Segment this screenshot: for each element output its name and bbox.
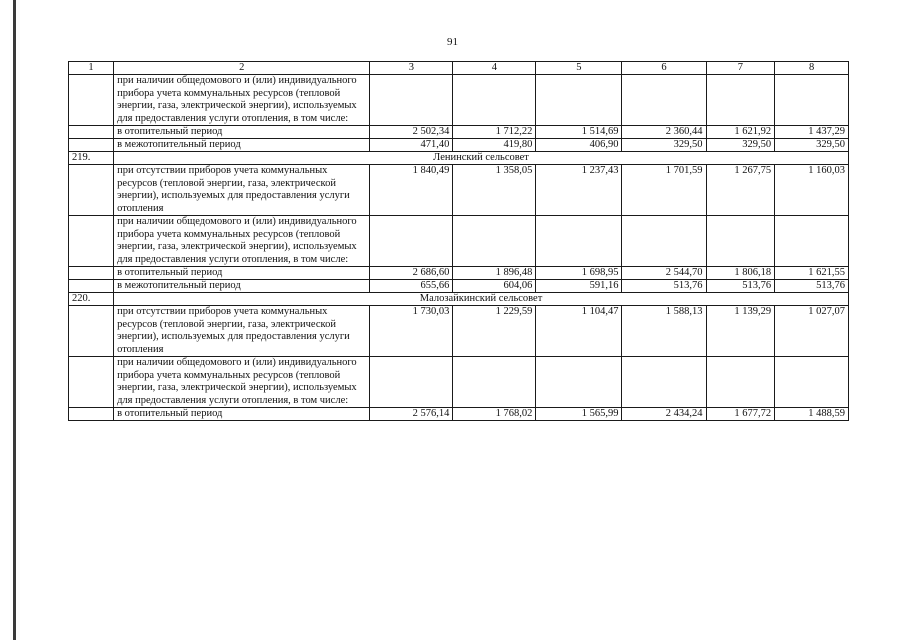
row-description: при наличии общедомового и (или) индивидуального прибора учета коммунальных ресурсов (тепловой энергии, газа, электрической энергии), используемых для предоставления услуги отопления, в том числе: bbox=[114, 216, 370, 267]
value-cell: 1 840,49 bbox=[370, 165, 453, 216]
value-cell bbox=[706, 75, 775, 126]
row-number bbox=[69, 357, 114, 408]
value-cell: 471,40 bbox=[370, 139, 453, 152]
tariff-table bbox=[68, 61, 849, 421]
settlement-name: Малозайкинский сельсовет bbox=[114, 293, 849, 306]
value-cell: 1 514,69 bbox=[536, 126, 622, 139]
value-cell: 1 104,47 bbox=[536, 306, 622, 357]
column-header: 2 bbox=[114, 62, 370, 75]
value-cell bbox=[536, 75, 622, 126]
value-cell: 1 701,59 bbox=[622, 165, 706, 216]
row-description: в межотопительный период bbox=[114, 280, 370, 293]
value-cell bbox=[706, 216, 775, 267]
value-cell: 2 502,34 bbox=[370, 126, 453, 139]
settlement-name: Ленинский сельсовет bbox=[114, 152, 849, 165]
row-number bbox=[69, 408, 114, 421]
value-cell bbox=[706, 357, 775, 408]
value-cell: 1 139,29 bbox=[706, 306, 775, 357]
value-cell bbox=[453, 357, 536, 408]
table-row bbox=[69, 139, 849, 152]
column-header-row bbox=[69, 62, 849, 75]
row-number bbox=[69, 306, 114, 357]
value-cell: 1 488,59 bbox=[775, 408, 849, 421]
value-cell: 329,50 bbox=[775, 139, 849, 152]
table-row bbox=[69, 267, 849, 280]
row-number bbox=[69, 267, 114, 280]
value-cell: 1 565,99 bbox=[536, 408, 622, 421]
column-header: 1 bbox=[69, 62, 114, 75]
value-cell: 1 712,22 bbox=[453, 126, 536, 139]
value-cell bbox=[453, 75, 536, 126]
value-cell bbox=[622, 357, 706, 408]
value-cell bbox=[622, 216, 706, 267]
settlement-row bbox=[69, 152, 849, 165]
value-cell: 513,76 bbox=[775, 280, 849, 293]
value-cell: 1 730,03 bbox=[370, 306, 453, 357]
value-cell bbox=[370, 357, 453, 408]
value-cell: 1 437,29 bbox=[775, 126, 849, 139]
value-cell: 1 698,95 bbox=[536, 267, 622, 280]
value-cell: 2 360,44 bbox=[622, 126, 706, 139]
row-description: в межотопительный период bbox=[114, 139, 370, 152]
row-description: в отопительный период bbox=[114, 126, 370, 139]
value-cell bbox=[536, 357, 622, 408]
value-cell: 419,80 bbox=[453, 139, 536, 152]
value-cell: 1 677,72 bbox=[706, 408, 775, 421]
column-header: 5 bbox=[536, 62, 622, 75]
value-cell: 1 768,02 bbox=[453, 408, 536, 421]
value-cell: 655,66 bbox=[370, 280, 453, 293]
column-header: 3 bbox=[370, 62, 453, 75]
value-cell bbox=[370, 75, 453, 126]
value-cell: 329,50 bbox=[706, 139, 775, 152]
column-header: 7 bbox=[706, 62, 775, 75]
value-cell: 604,06 bbox=[453, 280, 536, 293]
value-cell: 1 621,55 bbox=[775, 267, 849, 280]
settlement-row bbox=[69, 293, 849, 306]
value-cell: 591,16 bbox=[536, 280, 622, 293]
value-cell: 1 267,75 bbox=[706, 165, 775, 216]
row-description: при отсутствии приборов учета коммунальных ресурсов (тепловой энергии, газа, электрической энергии), используемых для предоставления услуги отопления bbox=[114, 165, 370, 216]
row-number: 220. bbox=[69, 293, 114, 306]
row-description: в отопительный период bbox=[114, 267, 370, 280]
table-body bbox=[69, 62, 849, 421]
row-number bbox=[69, 216, 114, 267]
value-cell: 1 588,13 bbox=[622, 306, 706, 357]
value-cell: 2 686,60 bbox=[370, 267, 453, 280]
row-description: при отсутствии приборов учета коммунальных ресурсов (тепловой энергии, газа, электрической энергии), используемых для предоставления услуги отопления bbox=[114, 306, 370, 357]
row-description: при наличии общедомового и (или) индивидуального прибора учета коммунальных ресурсов (тепловой энергии, газа, электрической энергии), используемых для предоставления услуги отопления, в том числе: bbox=[114, 357, 370, 408]
row-number bbox=[69, 126, 114, 139]
table-row bbox=[69, 216, 849, 267]
value-cell: 1 027,07 bbox=[775, 306, 849, 357]
value-cell bbox=[536, 216, 622, 267]
value-cell: 1 896,48 bbox=[453, 267, 536, 280]
row-description: при наличии общедомового и (или) индивидуального прибора учета коммунальных ресурсов (тепловой энергии, газа, электрической энергии), используемых для предоставления услуги отопления, в том числе: bbox=[114, 75, 370, 126]
row-number bbox=[69, 75, 114, 126]
table-row bbox=[69, 75, 849, 126]
table-row bbox=[69, 306, 849, 357]
table-row bbox=[69, 280, 849, 293]
row-number: 219. bbox=[69, 152, 114, 165]
value-cell: 329,50 bbox=[622, 139, 706, 152]
value-cell: 1 160,03 bbox=[775, 165, 849, 216]
row-number bbox=[69, 165, 114, 216]
column-header: 8 bbox=[775, 62, 849, 75]
table-row bbox=[69, 126, 849, 139]
row-number bbox=[69, 139, 114, 152]
value-cell: 1 237,43 bbox=[536, 165, 622, 216]
column-header: 4 bbox=[453, 62, 536, 75]
value-cell: 1 229,59 bbox=[453, 306, 536, 357]
value-cell bbox=[622, 75, 706, 126]
value-cell: 1 806,18 bbox=[706, 267, 775, 280]
value-cell: 2 576,14 bbox=[370, 408, 453, 421]
column-header: 6 bbox=[622, 62, 706, 75]
table-row bbox=[69, 165, 849, 216]
value-cell: 1 621,92 bbox=[706, 126, 775, 139]
value-cell: 513,76 bbox=[706, 280, 775, 293]
page-number: 91 bbox=[447, 36, 458, 48]
value-cell bbox=[775, 357, 849, 408]
table-row bbox=[69, 357, 849, 408]
value-cell: 1 358,05 bbox=[453, 165, 536, 216]
value-cell: 2 544,70 bbox=[622, 267, 706, 280]
value-cell: 2 434,24 bbox=[622, 408, 706, 421]
value-cell bbox=[775, 75, 849, 126]
row-description: в отопительный период bbox=[114, 408, 370, 421]
table-row bbox=[69, 408, 849, 421]
row-number bbox=[69, 280, 114, 293]
value-cell bbox=[370, 216, 453, 267]
value-cell: 513,76 bbox=[622, 280, 706, 293]
scan-edge bbox=[13, 0, 16, 640]
value-cell bbox=[775, 216, 849, 267]
value-cell bbox=[453, 216, 536, 267]
value-cell: 406,90 bbox=[536, 139, 622, 152]
